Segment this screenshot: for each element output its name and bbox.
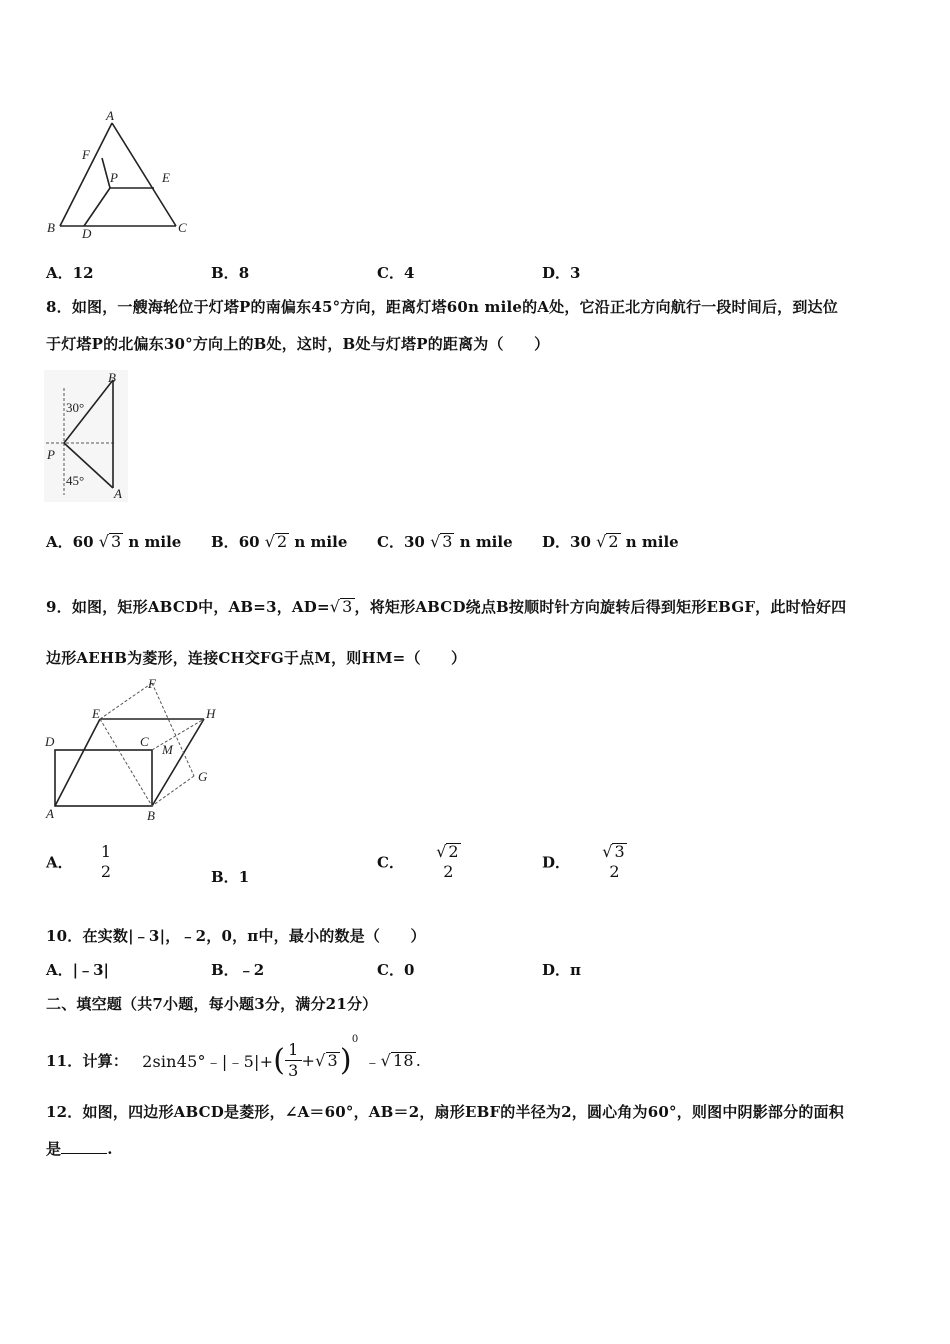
q8-option-a: A．60 √ 3 n mile bbox=[46, 532, 182, 551]
q10-option-b: B．﹣2 bbox=[211, 961, 265, 979]
q7-option-a: A．12 bbox=[46, 264, 94, 282]
q9-label-m: M bbox=[162, 742, 173, 757]
answer-blank[interactable] bbox=[61, 1141, 107, 1154]
q7-option-b: B．8 bbox=[211, 264, 250, 282]
section-title: 二、填空题（共7小题，每小题3分，满分21分） bbox=[46, 995, 378, 1013]
left-paren: ( bbox=[273, 1042, 286, 1078]
q8-option-d: D．30 √ 2 n mile bbox=[542, 532, 679, 551]
q9-label-g: G bbox=[198, 769, 208, 784]
q8-label-angle30: 30° bbox=[66, 400, 85, 415]
q11-part1: 2sin45°﹣|﹣5|+ bbox=[142, 1052, 274, 1071]
q7-label-f: F bbox=[82, 147, 90, 162]
q9-label-d: D bbox=[45, 734, 55, 749]
q7-label-e: E bbox=[162, 170, 170, 185]
q9-stem-line2: 边形AEHB为菱形，连接CH交FG于点M，则HM=（ ） bbox=[46, 649, 467, 667]
q8-stem-line1: 8．如图，一艘海轮位于灯塔P的南偏东45°方向，距离灯塔60n mile的A处，它沿正北方向航行一段时间后，到达位 bbox=[46, 298, 838, 316]
q9-label-b: B bbox=[147, 808, 155, 823]
q10-option-d: D．π bbox=[542, 961, 581, 979]
right-paren: ) bbox=[339, 1042, 352, 1078]
q10-option-c: C．0 bbox=[377, 961, 415, 979]
q7-option-d: D．3 bbox=[542, 264, 581, 282]
q7-edge-ab bbox=[60, 123, 112, 226]
q11-stem: 11．计算： 2sin45°﹣|﹣5|+ ( $\frac{1}{3}$ + √ 3 ) 0 ﹣ √ 18 . bbox=[46, 1034, 422, 1080]
q11-exponent: 0 bbox=[351, 1034, 359, 1045]
q7-option-c: C．4 bbox=[377, 264, 415, 282]
q9-figure bbox=[44, 678, 224, 824]
q9-option-c: C． √ 2 2 bbox=[377, 842, 464, 882]
q9-segment-fg bbox=[152, 683, 194, 776]
q9-label-c: C bbox=[140, 734, 149, 749]
q10-stem: 10．在实数|﹣3|，﹣2，0，π中，最小的数是（ ） bbox=[46, 927, 426, 945]
q8-option-c: C．30 √ 3 n mile bbox=[377, 532, 513, 551]
q9-label-h: H bbox=[206, 706, 216, 721]
q7-edge-pd bbox=[84, 188, 110, 226]
q9-segment-ef bbox=[100, 683, 152, 719]
q9-label-e: E bbox=[92, 706, 100, 721]
q9-stem-line1: 9．如图，矩形ABCD中，AB=3，AD=√ 3 ，将矩形ABCD绕点B按顺时针方向旋转后得到矩形EBGF，此时恰好四 bbox=[46, 597, 847, 616]
q9-label-a: A bbox=[46, 806, 54, 821]
q12-stem-line2: 是 . bbox=[46, 1140, 113, 1158]
q11-label: 11．计算： bbox=[46, 1052, 129, 1070]
q7-label-b: B bbox=[47, 220, 55, 235]
q9-label-f: F bbox=[148, 678, 156, 691]
q9-option-b: B．1 bbox=[211, 868, 250, 886]
sqrt-symbol: √ 2 bbox=[596, 532, 619, 551]
q8-stem-line2: 于灯塔P的北偏东30°方向上的B处，这时，B处与灯塔P的距离为（ ） bbox=[46, 335, 550, 353]
q7-label-c: C bbox=[178, 220, 187, 235]
sqrt-symbol: √ 2 bbox=[264, 532, 288, 551]
fraction: 1 2 bbox=[100, 842, 112, 881]
sqrt-symbol: √ 18 bbox=[380, 1051, 414, 1070]
q9-segment-ch bbox=[152, 719, 204, 750]
fraction: √ 2 2 bbox=[436, 842, 459, 881]
q7-figure bbox=[44, 108, 204, 243]
q8-label-p: P bbox=[47, 447, 55, 462]
q9-segment-ae bbox=[55, 719, 100, 806]
q7-label-p: P bbox=[110, 170, 118, 185]
q7-label-d: D bbox=[82, 226, 92, 241]
q8-label-b: B bbox=[108, 370, 116, 385]
sqrt-symbol: √ 3 bbox=[329, 597, 353, 616]
q9-segment-hb bbox=[152, 719, 204, 806]
q8-label-angle45: 45° bbox=[66, 473, 85, 488]
q7-edge-fp bbox=[102, 158, 110, 188]
q7-label-a: A bbox=[106, 108, 114, 123]
fraction: √ 3 2 bbox=[602, 842, 625, 881]
q11-fraction: $\frac{1}{3}$ bbox=[285, 1040, 301, 1081]
sqrt-symbol: √ 3 bbox=[602, 842, 625, 861]
q9-segment-gb bbox=[152, 776, 194, 806]
q8-label-a: A bbox=[114, 486, 122, 501]
q9-option-d: D． √ 3 2 bbox=[542, 842, 630, 882]
sqrt-symbol: √ 3 bbox=[98, 532, 122, 551]
sqrt-symbol: √ 2 bbox=[436, 842, 459, 861]
q8-option-b: B．60 √ 2 n mile bbox=[211, 532, 348, 551]
q12-stem-line1: 12．如图，四边形ABCD是菱形，∠A＝60°，AB＝2，扇形EBF的半径为2，圆心角为60°，则图中阴影部分的面积 bbox=[46, 1103, 844, 1121]
sqrt-symbol: √ 3 bbox=[430, 532, 453, 551]
q9-segment-eb bbox=[100, 719, 152, 806]
q10-option-a: A．|﹣3| bbox=[46, 961, 109, 979]
sqrt-symbol: √ 3 bbox=[315, 1051, 338, 1070]
q9-option-a: A． 1 2 bbox=[46, 842, 114, 882]
q8-figure bbox=[44, 370, 128, 502]
